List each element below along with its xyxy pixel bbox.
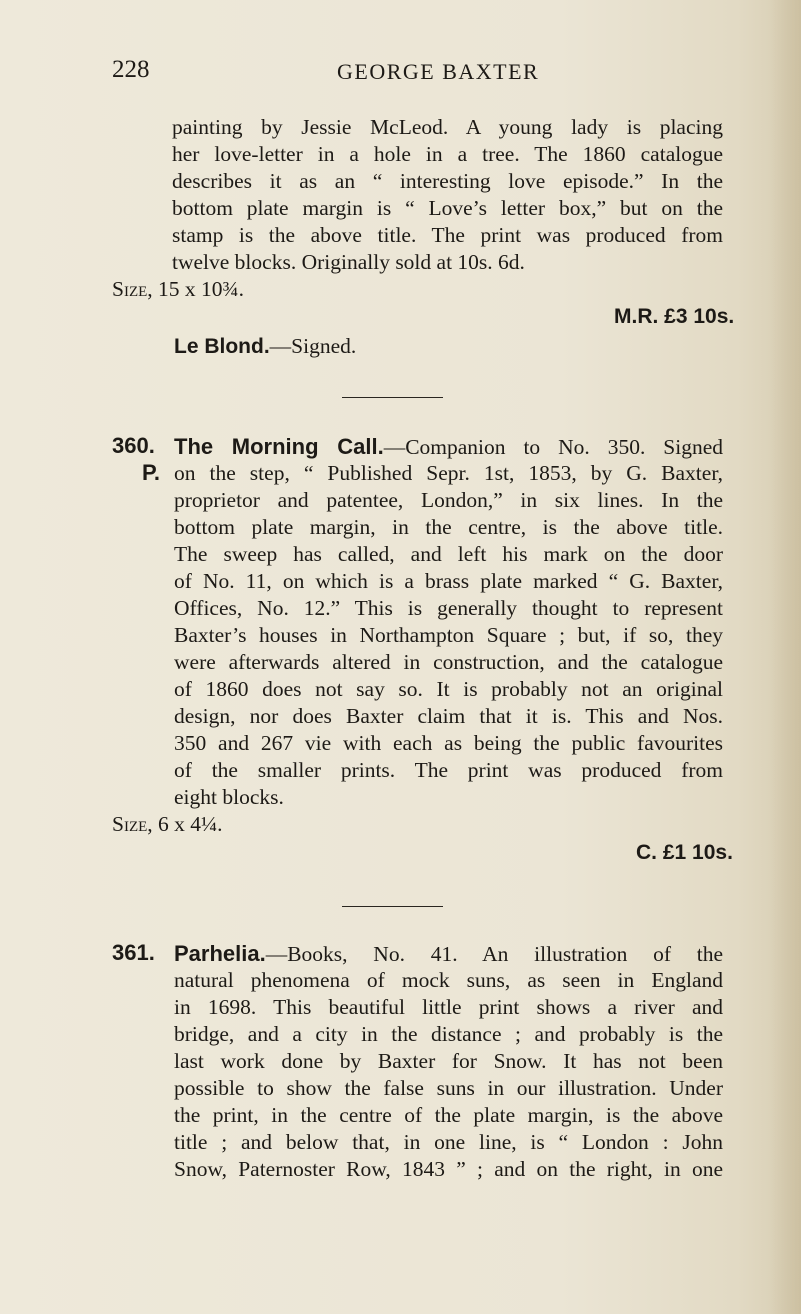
entry-360-line: of the smaller prints. The print was produced from: [174, 758, 723, 782]
entry-360-first-rest: —Companion to No. 350. Signed: [383, 435, 723, 459]
entry-361-line: bridge, and a city in the distance ; and probably is the: [174, 1022, 723, 1046]
entry-360-line: were afterwards altered in construction, and the catalogue: [174, 650, 723, 674]
entry-361-line: the print, in the centre of the plate margin, is the above: [174, 1103, 723, 1127]
intro-price: M.R. £3 10s.: [614, 305, 735, 328]
size-value: 6 x 4¼.: [158, 812, 223, 836]
entry-361-line: possible to show the false suns in our illustration. Under: [174, 1076, 723, 1100]
entry-361-line: Snow, Paternoster Row, 1843 ” ; and on the right, in one: [174, 1157, 723, 1181]
signed-text: —Signed.: [269, 334, 357, 358]
entry-360-line: The sweep has called, and left his mark on the door: [174, 542, 723, 566]
entry-361-first-line: [174, 940, 723, 968]
entry-360-price: C. £1 10s.: [636, 841, 733, 864]
entry-361-first-rest: —Books, No. 41. An illustration of the: [265, 942, 723, 966]
entry-360-line: Offices, No. 12.” This is generally thought to represent: [174, 596, 723, 620]
entry-sublabel-360: P.: [142, 460, 160, 485]
section-divider: [342, 397, 443, 398]
page-edge-shading: [769, 0, 801, 1314]
intro-line: painting by Jessie McLeod. A young lady is placing: [172, 115, 723, 139]
entry-360-line: of 1860 does not say so. It is probably not an original: [174, 677, 723, 701]
intro-line: twelve blocks. Originally sold at 10s. 6d.: [172, 250, 525, 274]
size-label: Size,: [112, 812, 153, 836]
entry-361-line: in 1698. This beautiful little print shows a river and: [174, 995, 723, 1019]
entry-title-360: The Morning Call.: [174, 434, 384, 459]
section-divider: [342, 906, 443, 907]
intro-line: stamp is the above title. The print was produced from: [172, 223, 723, 247]
entry-361-line: last work done by Baxter for Snow. It has not been: [174, 1049, 723, 1073]
entry-361-line: natural phenomena of mock suns, as seen in England: [174, 968, 723, 992]
entry-360-first-line: [174, 433, 723, 461]
intro-size: [112, 276, 244, 303]
entry-360-line: eight blocks.: [174, 785, 284, 809]
entry-360-line: on the step, “ Published Sepr. 1st, 1853, by G. Baxter,: [174, 461, 723, 485]
entry-360-line: 350 and 267 vie with each as being the public favourites: [174, 731, 723, 755]
intro-line: her love-letter in a hole in a tree. The 1860 catalogue: [172, 142, 723, 166]
entry-360-line: design, nor does Baxter claim that it is. This and Nos.: [174, 704, 723, 728]
signed-name: Le Blond.: [174, 335, 270, 358]
entry-360-size: [112, 811, 223, 838]
entry-360-line: bottom plate margin, in the centre, is the above title.: [174, 515, 723, 539]
page-number: 228: [112, 56, 150, 83]
entry-360-line: proprietor and patentee, London,” in six lines. In the: [174, 488, 723, 512]
entry-360-line: Baxter’s houses in Northampton Square ; but, if so, they: [174, 623, 723, 647]
entry-360-line: of No. 11, on which is a brass plate marked “ G. Baxter,: [174, 569, 723, 593]
size-label: Size,: [112, 277, 153, 301]
entry-number-361: 361.: [112, 940, 155, 965]
size-value: 15 x 10¾.: [158, 277, 245, 301]
intro-signed: [174, 333, 356, 360]
entry-361-line: title ; and below that, in one line, is “ London : John: [174, 1130, 723, 1154]
intro-line: bottom plate margin is “ Love’s letter box,” but on the: [172, 196, 723, 220]
running-title: GEORGE BAXTER: [337, 59, 540, 84]
entry-title-361: Parhelia.: [174, 941, 266, 966]
intro-line: describes it as an “ interesting love episode.” In the: [172, 169, 723, 193]
entry-number-360: 360.: [112, 433, 155, 458]
